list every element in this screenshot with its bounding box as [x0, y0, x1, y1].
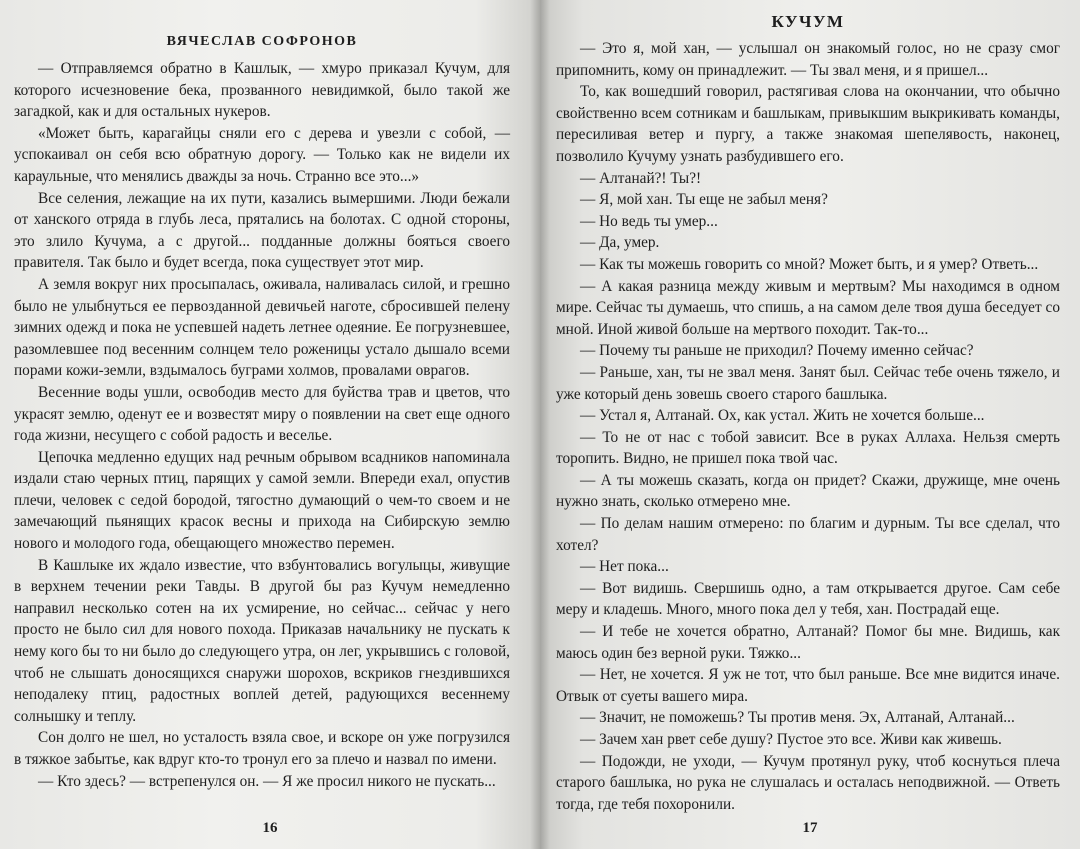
- paragraph: Все селения, лежащие на их пути, казались вымершими. Люди бежали от ханского отряда в глубь леса, прятались на болотах. С одной стороны, это злило Кучума, а с другой... подданные должны бояться своего правителя. Так было и будет всегда, пока существует этот мир.: [14, 189, 510, 272]
- paragraph: — Но ведь ты умер...: [580, 212, 718, 230]
- right-page-text: [556, 38, 1060, 815]
- running-header-title: КУЧУМ: [771, 12, 845, 31]
- paragraph: В Кашлыке их ждало известие, что взбунтовались вогулыцы, живущие в верхнем течении реки Тавды. В другой бы раз Кучум немедленно направил несколько сотен на их усмирение, но сейчас... сейчас у него просто не было сил для нового похода. Приказав начальнику не пускать к нему кого бы то ни было до следующего утра, он лег, укрывшись с головой, чтоб не слышать доносящихся снаружи шорохов, вскриков гнездившихся неподалеку птиц, радостных воплей детей, радующихся весеннему солнышку и теплу.: [14, 556, 510, 725]
- paragraph: — Зачем хан рвет себе душу? Пустое это все. Живи как живешь.: [580, 731, 1002, 748]
- paragraph: — Почему ты раньше не приходил? Почему именно сейчас?: [580, 342, 974, 360]
- paragraph: Цепочка медленно едущих над речным обрывом всадников напоминала издали стаю черных птиц, парящих у самой земли. Впереди ехал, опустив плечи, человек с седой бородой, тягостно думающий о чем-то своем и не замечающий пьянящих красок весны и прихода на Сибирскую землю нового и молодого года, обещающего множество перемен.: [14, 448, 510, 553]
- paragraph: — Устал я, Алтанай. Ох, как устал. Жить не хочется больше...: [580, 407, 985, 425]
- paragraph: — Нет, не хочется. Я уж не тот, что был раньше. Все мне видится иначе. Отвык от суеты вашего мира.: [556, 666, 1060, 705]
- paragraph: — И тебе не хочется обратно, Алтанай? Помог бы мне. Видишь, как маюсь один без верной руки. Тяжко...: [556, 623, 1060, 662]
- paragraph: — А какая разница между живым и мертвым? Мы находимся в одном мире. Сейчас ты думаешь, что спишь, а на самом деле твоя душа беседует со мной. Иной живой больше на мертвого походит. Так-то...: [556, 277, 1060, 338]
- running-header-author: ВЯЧЕСЛАВ СОФРОНОВ: [166, 34, 358, 49]
- paragraph: — Подожди, не уходи, — Кучум протянул руку, чтоб коснуться плеча старого башлыка, но рука не слушалась и осталась неподвижной. — Ответь тогда, где тебя похоронили.: [556, 752, 1060, 813]
- paragraph: — Значит, не поможешь? Ты против меня. Эх, Алтанай, Алтанай...: [580, 709, 1015, 727]
- paragraph: Сон долго не шел, но усталость взяла свое, и вскоре он уже погрузился в тяжкое забытье, как вдруг кто-то тронул его за плечо и назвал по имени.: [14, 729, 510, 768]
- paragraph: — Кто здесь? — встрепенулся он. — Я же просил никого не пускать...: [38, 772, 496, 790]
- page-number: 16: [262, 820, 278, 836]
- paragraph: А земля вокруг них просыпалась, оживала, наливалась силой, и грешно было не улыбнуться ее первозданной девичьей наготе, сбросившей пелену зимних одежд и пока не успевшей надеть летнее одеяние. Ее погрузневшее, разомлевшее под весенним солнцем тело роженицы устало дышало всеми порами кожи-земли, вздымалось буграми холмов, провалами оврагов.: [14, 275, 510, 380]
- paragraph: — То не от нас с тобой зависит. Все в руках Аллаха. Нельзя смерть торопить. Видно, не пришел пока твой час.: [556, 428, 1060, 468]
- paragraph: — Как ты можешь говорить со мной? Может быть, и я умер? Ответь...: [580, 255, 1039, 273]
- paragraph: — Это я, мой хан, — услышал он знакомый голос, но не сразу смог припомнить, кому он принадлежит. — Ты звал меня, и я пришел...: [556, 40, 1060, 79]
- paragraph: Весенние воды ушли, освободив место для буйства трав и цветов, что украсят землю, оденут ее и возвестят миру о появлении на свет еще одного года жизни, несущего с собой радость и веселье.: [14, 383, 510, 445]
- paragraph: — Нет пока...: [580, 558, 669, 576]
- paragraph: То, как вошедший говорил, растягивая слова на окончании, что обычно свойственно всем сотникам и башлыкам, привыкшим выкрикивать команды, пересиливая ветер и пургу, а также знакомая шепелявость, наконец, позволило Кучуму узнать разбудившего его.: [556, 83, 1060, 165]
- paragraph: — По делам нашим отмерено: по благим и дурным. Ты все сделал, что хотел?: [556, 515, 1060, 554]
- left-page-text: [14, 58, 510, 792]
- paragraph: «Может быть, карагайцы сняли его с дерева и увезли с собой, — успокаивал он себя всю обратную дорогу. — Только как не видели их караульные, что менялись дважды за ночь. Странно все это...»: [14, 124, 510, 185]
- paragraph: — Я, мой хан. Ты еще не забыл меня?: [580, 191, 828, 209]
- paragraph: — Вот видишь. Свершишь одно, а там открывается другое. Сам себе меру и кладешь. Много, много пока дел у тебя, хан. Пострадай еще.: [556, 579, 1060, 619]
- right-page: [540, 0, 1080, 849]
- paragraph: — Да, умер.: [580, 234, 660, 252]
- paragraph: — Отправляемся обратно в Кашлык, — хмуро приказал Кучум, для которого исчезновение бека, прозванного невидимкой, было такой же загадкой, как и для остальных нукеров.: [14, 60, 510, 121]
- paragraph: — Раньше, хан, ты не звал меня. Занят был. Сейчас тебе очень тяжело, и уже который день зовешь своего старого башлыка.: [556, 363, 1060, 403]
- paragraph: — А ты можешь сказать, когда он придет? Скажи, дружище, мне очень нужно знать, сколько отмерено мне.: [556, 471, 1060, 511]
- page-number: 17: [802, 820, 818, 836]
- paragraph: — Алтанай?! Ты?!: [580, 169, 702, 187]
